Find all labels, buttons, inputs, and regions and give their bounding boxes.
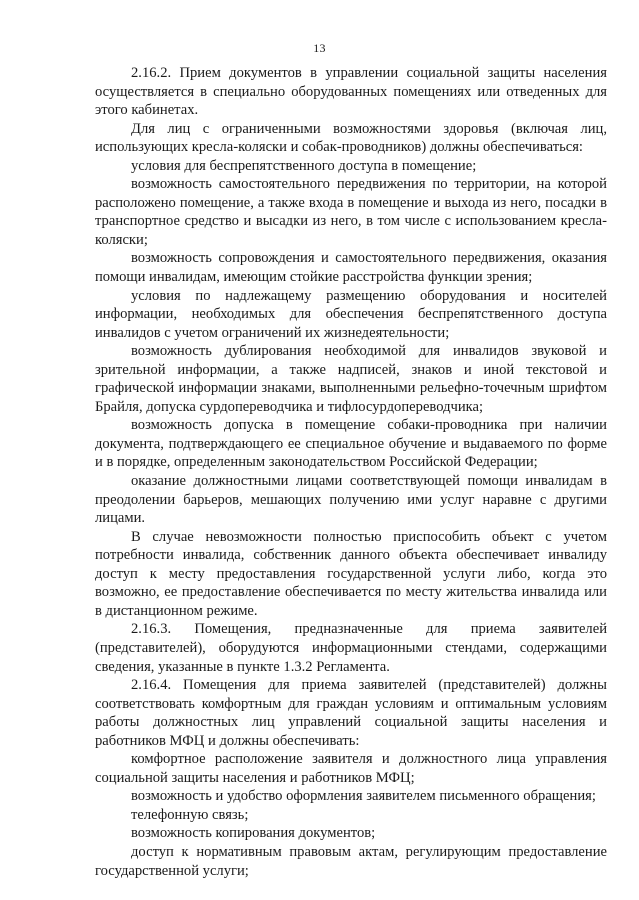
list-item-comfortable-placement: комфортное расположение заявителя и должностного лица управления социальной защиты населения и работников МФЦ;: [95, 751, 607, 786]
paragraph-2-16-3: 2.16.3. Помещения, предназначенные для приема заявителей (представителей), оборудуются информационными стендами, содержащими сведения, указанные в пункте 1.3.2 Регламента.: [95, 621, 607, 675]
list-item-officials-assistance: оказание должностными лицами соответствующей помощи инвалидам в преодолении барьеров, мешающих получению ими услуг наравне с другими лицами.: [95, 473, 607, 527]
page-number: 13: [313, 41, 326, 55]
list-item-telephone: телефонную связь;: [131, 806, 249, 823]
list-item-equipment-placement: условия по надлежащему размещению оборудования и носителей информации, необходимых для обеспечения беспрепятственного доступа инвалидов с учетом ограничений их жизнедеятельности;: [95, 287, 607, 341]
list-item-escort-assistance: возможность сопровождения и самостоятельного передвижения, оказания помощи инвалидам, имеющим стойкие расстройства функции зрения;: [95, 250, 607, 286]
list-item-access-conditions: условия для беспрепятственного доступа в помещение;: [131, 157, 477, 174]
paragraph-impossible-adaptation: В случае невозможности полностью приспособить объект с учетом потребности инвалида, собственник данного объекта обеспечивает инвалиду доступ к месту предоставления государственной услуги либо, когда это возможно, ее предоставление обеспечивается по месту жительства инвалида или в дистанционном режиме.: [95, 528, 607, 619]
list-item-copying: возможность копирования документов;: [131, 825, 376, 842]
list-item-guide-dog-admission: возможность допуска в помещение собаки-проводника при наличии документа, подтверждающего ее специальное обучение и выдаваемого по форме и в порядке, определенным законодательством Российской Федерации;: [95, 417, 607, 471]
paragraph-2-16-2: 2.16.2. Прием документов в управлении социальной защиты населения осуществляется в специально оборудованных помещениях или отведенных для этого кабинетах.: [95, 65, 607, 119]
list-item-independent-movement: возможность самостоятельного передвижения по территории, на которой расположено помещение, а также входа в помещение и выхода из него, посадки в транспортное средство и высадки из него, в том числе с использованием кресла-коляски;: [95, 176, 607, 248]
document-body: [95, 64, 607, 880]
list-item-written-appeal: возможность и удобство оформления заявителем письменного обращения;: [131, 788, 596, 805]
list-item-information-duplication: возможность дублирования необходимой для инвалидов звуковой и зрительной информации, а также надписей, знаков и иной текстовой и графической информации знаками, выполненными рельефно-точечным шрифтом Брайля, допуска сурдопереводчика и тифлосурдопереводчика;: [95, 343, 607, 415]
paragraph-2-16-4: 2.16.4. Помещения для приема заявителей (представителей) должны соответствовать комфортным для граждан условиям и оптимальным условиям работы должностных лиц управлений социальной защиты населения и работников МФЦ и должны обеспечивать:: [95, 677, 607, 749]
paragraph-disabled-persons-intro: Для лиц с ограниченными возможностями здоровья (включая лиц, использующих кресла-коляски и собак-проводников) должны обеспечиваться:: [95, 120, 607, 156]
list-item-legal-acts-access: доступ к нормативным правовым актам, регулирующим предоставление государственной услуги;: [95, 843, 607, 879]
